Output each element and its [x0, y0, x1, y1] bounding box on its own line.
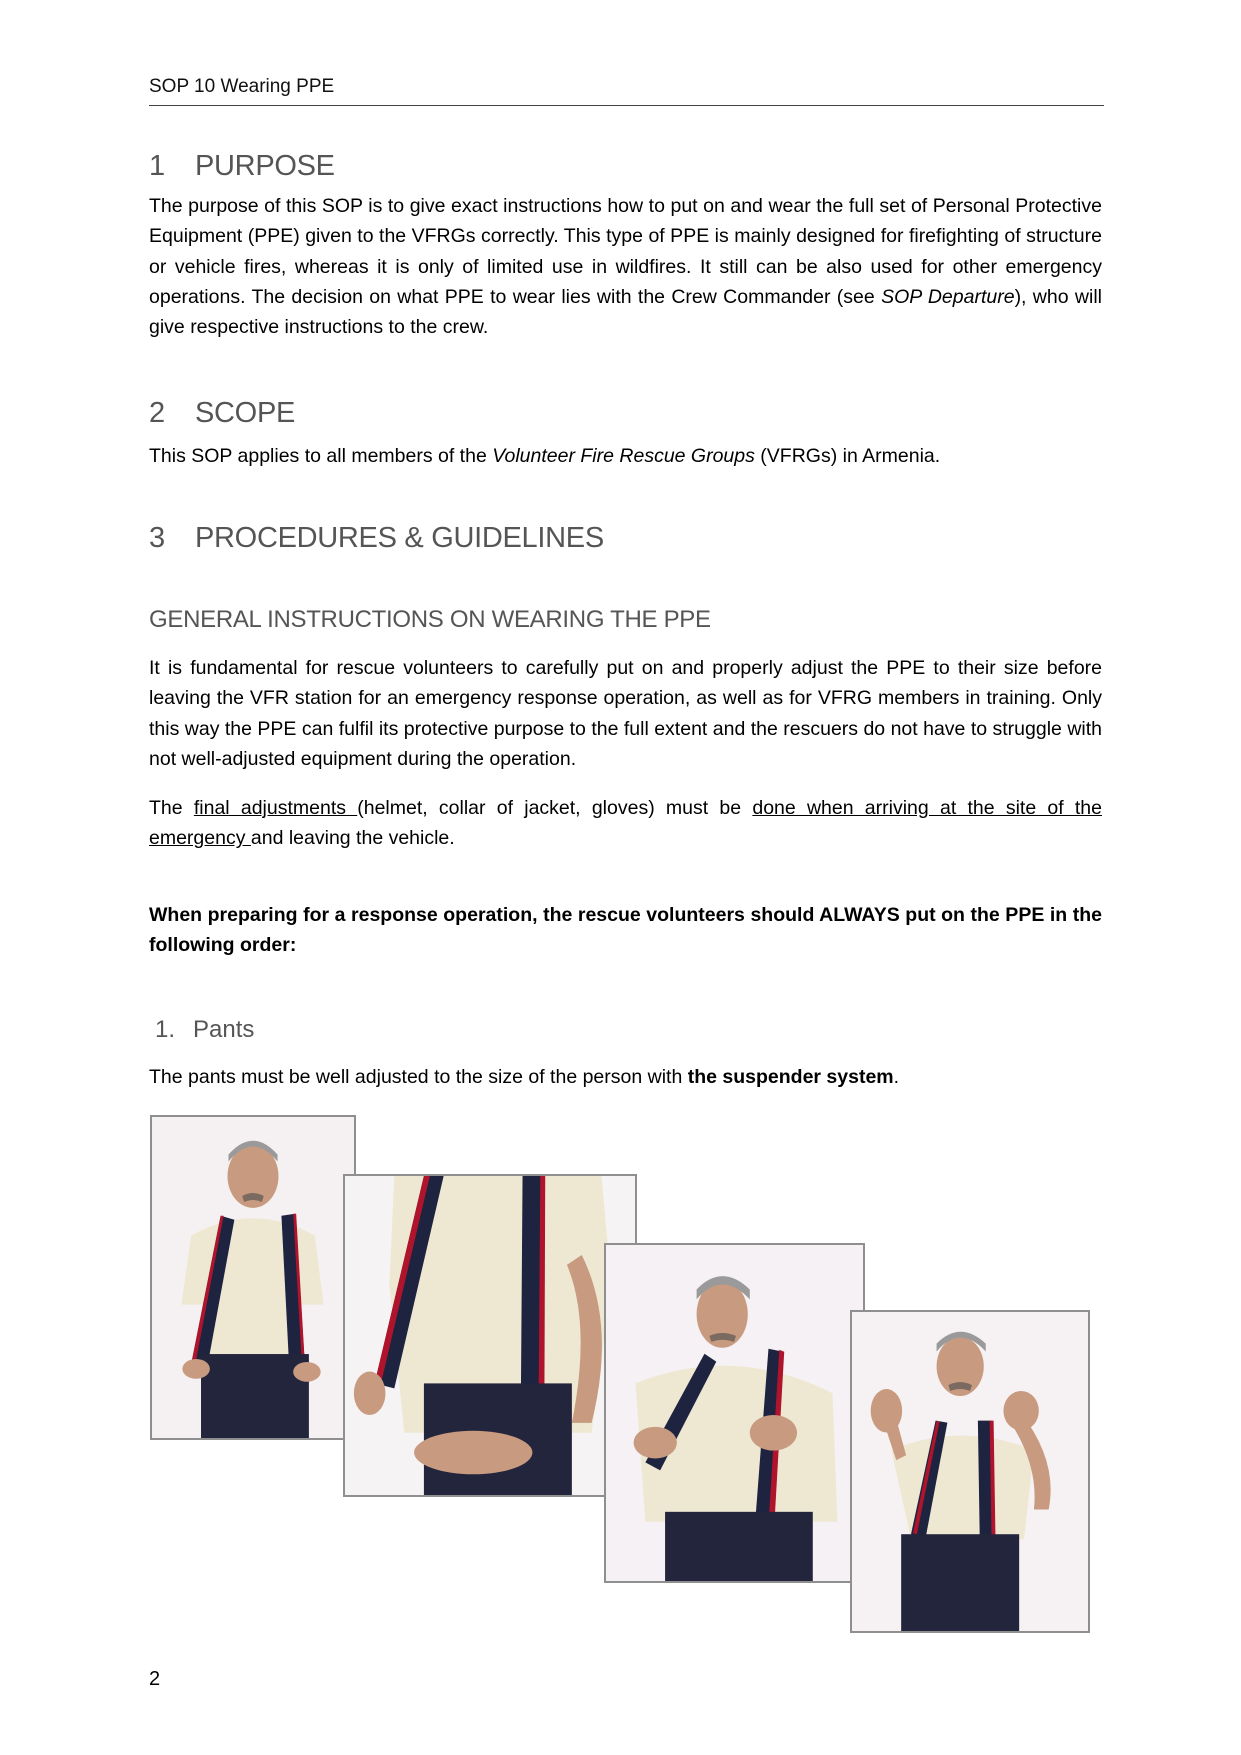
- pants-paragraph: [149, 1062, 1102, 1092]
- text: The: [149, 797, 194, 819]
- page-number: 2: [149, 1668, 161, 1690]
- text: .: [893, 1066, 900, 1088]
- order-instruction: [149, 900, 1102, 961]
- step-title: Pants: [193, 1016, 255, 1043]
- scope-text: This SOP applies to all members of the: [149, 445, 493, 467]
- text: (helmet, collar of jacket, gloves) must be: [357, 797, 753, 819]
- photo-suspenders-front: [150, 1115, 356, 1440]
- running-header: SOP 10 Wearing PPE: [149, 76, 335, 97]
- scope-paragraph: [149, 441, 1102, 471]
- photo-suspenders-shoulder: [604, 1243, 865, 1583]
- heading-purpose: [149, 150, 335, 183]
- step-heading-pants: [155, 1016, 254, 1044]
- heading-title: PROCEDURES & GUIDELINES: [195, 522, 604, 554]
- final-adjustments-paragraph: [149, 793, 1102, 854]
- heading-number: 3: [149, 522, 165, 554]
- heading-scope: [149, 397, 295, 430]
- text: and leaving the vehicle.: [250, 827, 455, 850]
- scope-text-end: (VFRGs) in Armenia.: [754, 445, 941, 467]
- subheading-general-instructions: GENERAL INSTRUCTIONS ON WEARING THE PPE: [149, 606, 711, 633]
- purpose-text: The purpose of this SOP is to give exact instructions how to put on and wear the full set of Personal Protective Equipment (PPE) given to the VFRGs correctly. This type of PPE is mainly designed for firefighting of structure or vehicle fires, whereas it is only of limited use in wildfires. It still can be also used for other emergency operations. The decision on what PPE to wear lies with the Crew Commander (see: [149, 195, 1102, 308]
- heading-title: PURPOSE: [195, 150, 335, 182]
- purpose-paragraph: [149, 191, 1102, 342]
- suspender-system-bold: the suspender system: [687, 1066, 894, 1088]
- general-instructions-paragraph: [149, 653, 1102, 774]
- general-instructions-text: It is fundamental for rescue volunteers to carefully put on and properly adjust the PPE to their size before leaving the VFR station for an emergency response operation, as well as for VFRG members in training. Only this way the PPE can fulfil its protective purpose to the full extent and the rescuers do not have to struggle with not well-adjusted equipment during the operation.: [149, 657, 1102, 770]
- step-number: 1.: [155, 1016, 176, 1043]
- purpose-text-end: ), who will give respective instructions to the crew.: [149, 285, 1102, 339]
- vfrg-name: Volunteer Fire Rescue Groups: [492, 445, 755, 467]
- photo-suspenders-attach: [343, 1174, 637, 1497]
- heading-title: SCOPE: [195, 397, 296, 429]
- heading-number: 1: [149, 150, 165, 182]
- heading-number: 2: [149, 397, 165, 429]
- final-adjustments-underlined: final adjustments: [193, 797, 358, 819]
- text: The pants must be well adjusted to the size of the person with: [149, 1066, 688, 1088]
- header-rule: [149, 105, 1104, 106]
- heading-procedures: [149, 522, 604, 555]
- order-instruction-text: When preparing for a response operation, the rescue volunteers should ALWAYS put on the PPE in the following order:: [149, 904, 1102, 957]
- arrival-underlined: done when arriving at the site of the emergency: [149, 797, 1103, 850]
- photo-suspenders-fitted: [850, 1310, 1090, 1633]
- sop-departure-reference: SOP Departure: [881, 285, 1015, 308]
